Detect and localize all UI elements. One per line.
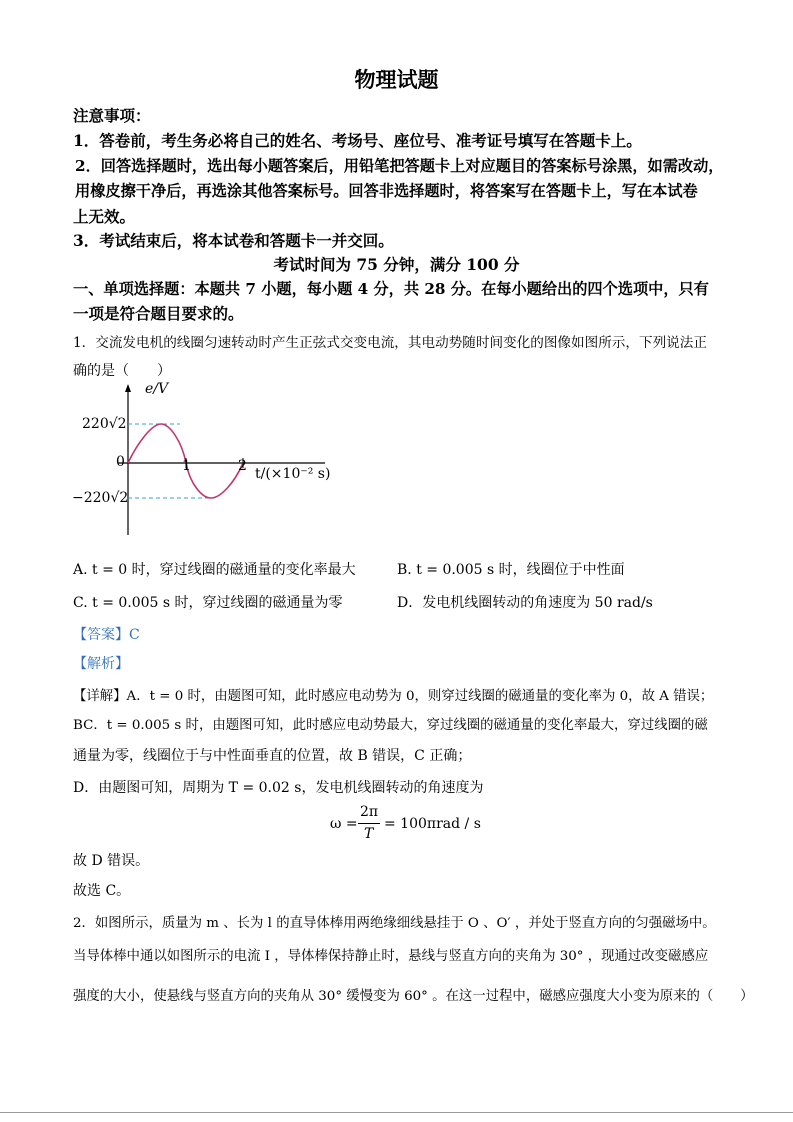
formula-fraction-bar <box>358 823 380 824</box>
formula-numerator: 2π <box>360 804 379 820</box>
page-bottom-rule <box>0 1112 793 1113</box>
q1-option-c: C. t = 0.005 s 时，穿过线圈的磁通量为零 <box>73 595 343 611</box>
q1-answer: 【答案】C <box>73 627 140 643</box>
notice-item-2-cont: 用橡皮擦干净后，再选涂其他答案标号。回答非选择题时，将答案写在答题卡上，写在本试卷 <box>75 182 698 200</box>
q1-option-d: D．发电机线圈转动的角速度为 50 rad/s <box>397 595 653 611</box>
notice-item-2-end: 上无效。 <box>73 207 136 226</box>
notice-item-2: 2．回答选择题时，选出每小题答案后，用铅笔把答题卡上对应题目的答案标号涂黑，如需改动， <box>75 157 724 175</box>
notice-heading: 注意事项： <box>73 106 151 125</box>
q1-emf-graph <box>70 380 330 540</box>
q1-detail-3: 通量为零，线圈位于与中性面垂直的位置，故 B 错误，C 正确； <box>73 748 472 764</box>
graph-y-bottom: −220√2 <box>72 490 129 506</box>
q1-detail-5: 故 D 错误。 <box>73 853 150 869</box>
y-axis-arrow <box>125 384 131 392</box>
q1-stem-cont: 确的是（ ） <box>73 363 171 379</box>
formula-denominator: T <box>364 826 374 842</box>
page-title: 物理试题 <box>354 67 439 92</box>
q1-conclusion: 故选 C。 <box>73 883 131 899</box>
q2-stem-2: 当导体棒中通以如图所示的电流 I ，导体棒保持静止时，悬线与竖直方向的夹角为 30° ，现通过改变磁感应 <box>73 949 709 964</box>
graph-tick2-label: 2 <box>238 458 247 474</box>
q2-stem-1: 2．如图所示，质量为 m 、长为 l 的直导体棒用两绝缘细线悬挂于 O 、O′ ，并处于竖直方向的匀强磁场中。 <box>73 916 716 931</box>
notice-item-3: 3．考试结束后，将本试卷和答题卡一并交回。 <box>73 231 394 250</box>
q1-stem: 1．交流发电机的线圈匀速转动时产生正弦式交变电流，其电动势随时间变化的图像如图所示，下列说法正 <box>73 335 707 351</box>
q1-detail-2: BC．t = 0.005 s 时，由题图可知，此时感应电动势最大，穿过线圈的磁通量的变化率最大，穿过线圈的磁 <box>73 718 708 733</box>
graph-tick1-label: 1 <box>182 458 191 474</box>
notice-item-1: 1．答卷前，考生务必将自己的姓名、考场号、座位号、准考证号填写在答题卡上。 <box>73 131 642 150</box>
graph-y-top: 220√2 <box>82 416 127 432</box>
formula-lhs: ω = <box>330 816 358 832</box>
graph-y-label: e/V <box>145 381 169 397</box>
formula-rhs: = 100πrad / s <box>384 816 481 832</box>
q1-option-b: B. t = 0.005 s 时，线圈位于中性面 <box>397 562 625 578</box>
section1-heading: 一、单项选择题：本题共 7 小题，每小题 4 分，共 28 分。在每小题给出的四个选项中，只有 <box>73 280 709 298</box>
q2-stem-3: 强度的大小，使悬线与竖直方向的夹角从 30° 缓慢变为 60° 。在这一过程中，磁感应强度大小变为原来的（ ） <box>73 989 754 1004</box>
q1-analysis-label: 【解析】 <box>73 656 129 672</box>
exam-time-line: 考试时间为 75 分钟，满分 100 分 <box>273 255 520 274</box>
q1-option-a: A. t = 0 时，穿过线圈的磁通量的变化率最大 <box>73 562 356 578</box>
graph-origin: 0 <box>116 454 125 470</box>
graph-x-label: t/(×10⁻² s) <box>255 466 331 482</box>
q1-detail-4: D．由题图可知，周期为 T = 0.02 s，发电机线圈转动的角速度为 <box>73 780 484 796</box>
section1-heading-cont: 一项是符合题目要求的。 <box>73 304 244 323</box>
q1-detail-1: 【详解】A．t = 0 时，由题图可知，此时感应电动势为 0，则穿过线圈的磁通量的变化率为 0，故 A 错误； <box>73 689 714 704</box>
